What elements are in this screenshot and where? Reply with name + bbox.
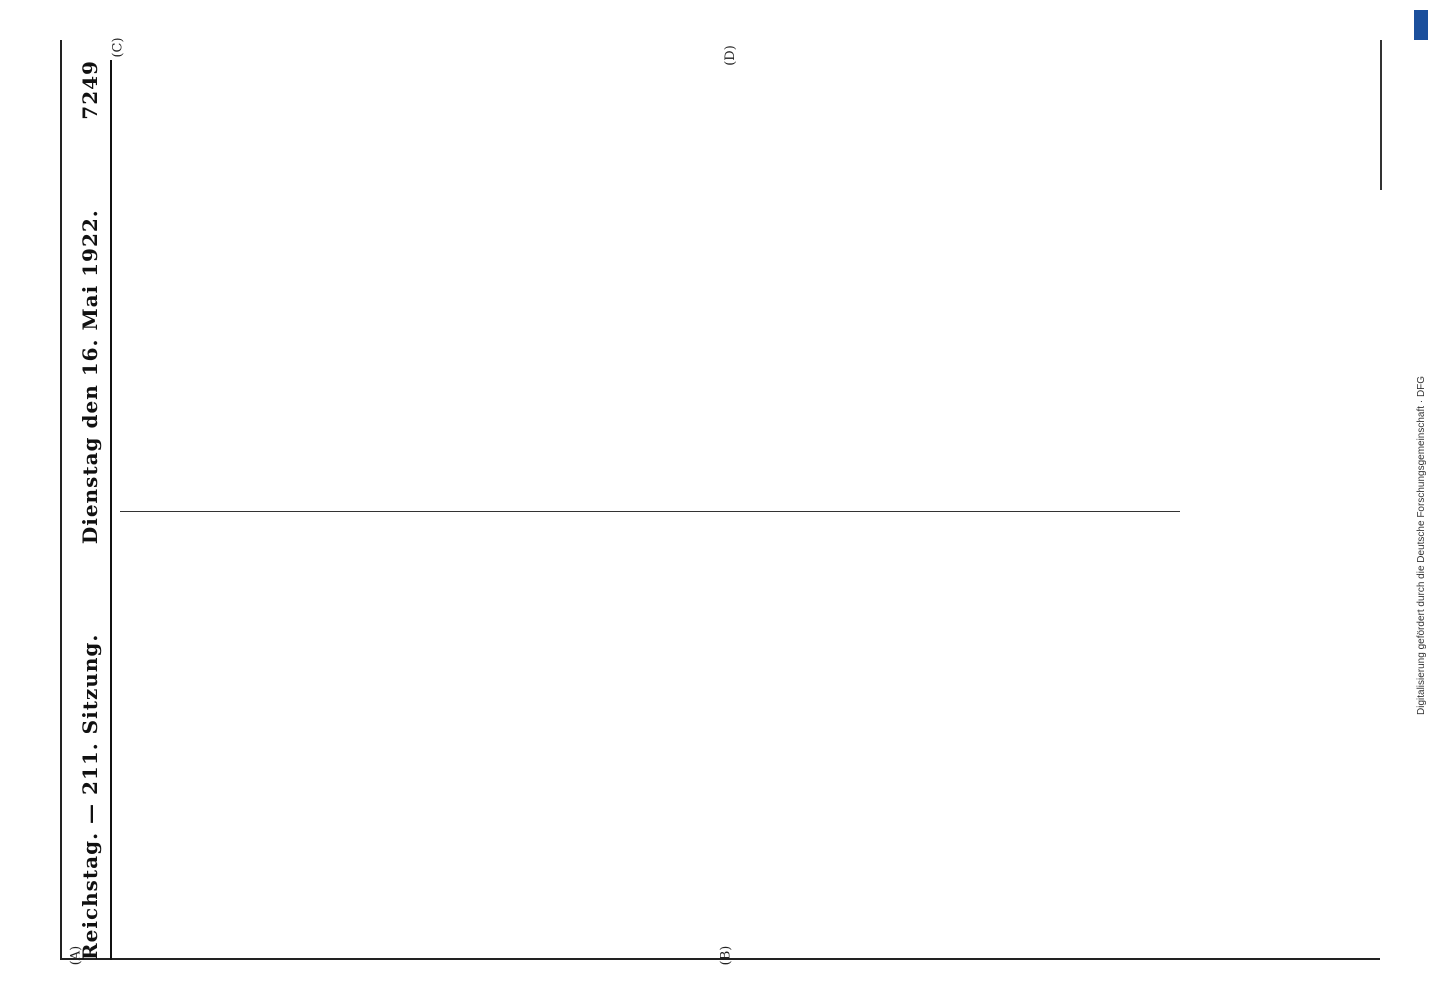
page-header: [70, 60, 112, 960]
text-column-right: [120, 60, 1180, 490]
text-column-left: [120, 530, 1180, 960]
margin-mark-c: (C): [110, 37, 126, 58]
margin-mark-a: (A): [68, 945, 84, 966]
scan-border-right: [1380, 40, 1382, 190]
rotated-page: [70, 60, 1370, 960]
header-date: Dienstag den 16. Mai 1922.: [78, 209, 102, 545]
scan-border-left: [60, 40, 62, 960]
margin-mark-d: (D): [722, 45, 738, 66]
digitization-credit: Digitalisierung gefördert durch die Deutsche Forschungsgemeinschaft · DFG: [1416, 375, 1427, 715]
header-session: Reichstag. — 211. Sitzung.: [78, 633, 102, 960]
header-page-number: 7249: [78, 60, 102, 120]
column-divider: [120, 511, 1180, 512]
margin-mark-b: (B): [718, 945, 734, 966]
